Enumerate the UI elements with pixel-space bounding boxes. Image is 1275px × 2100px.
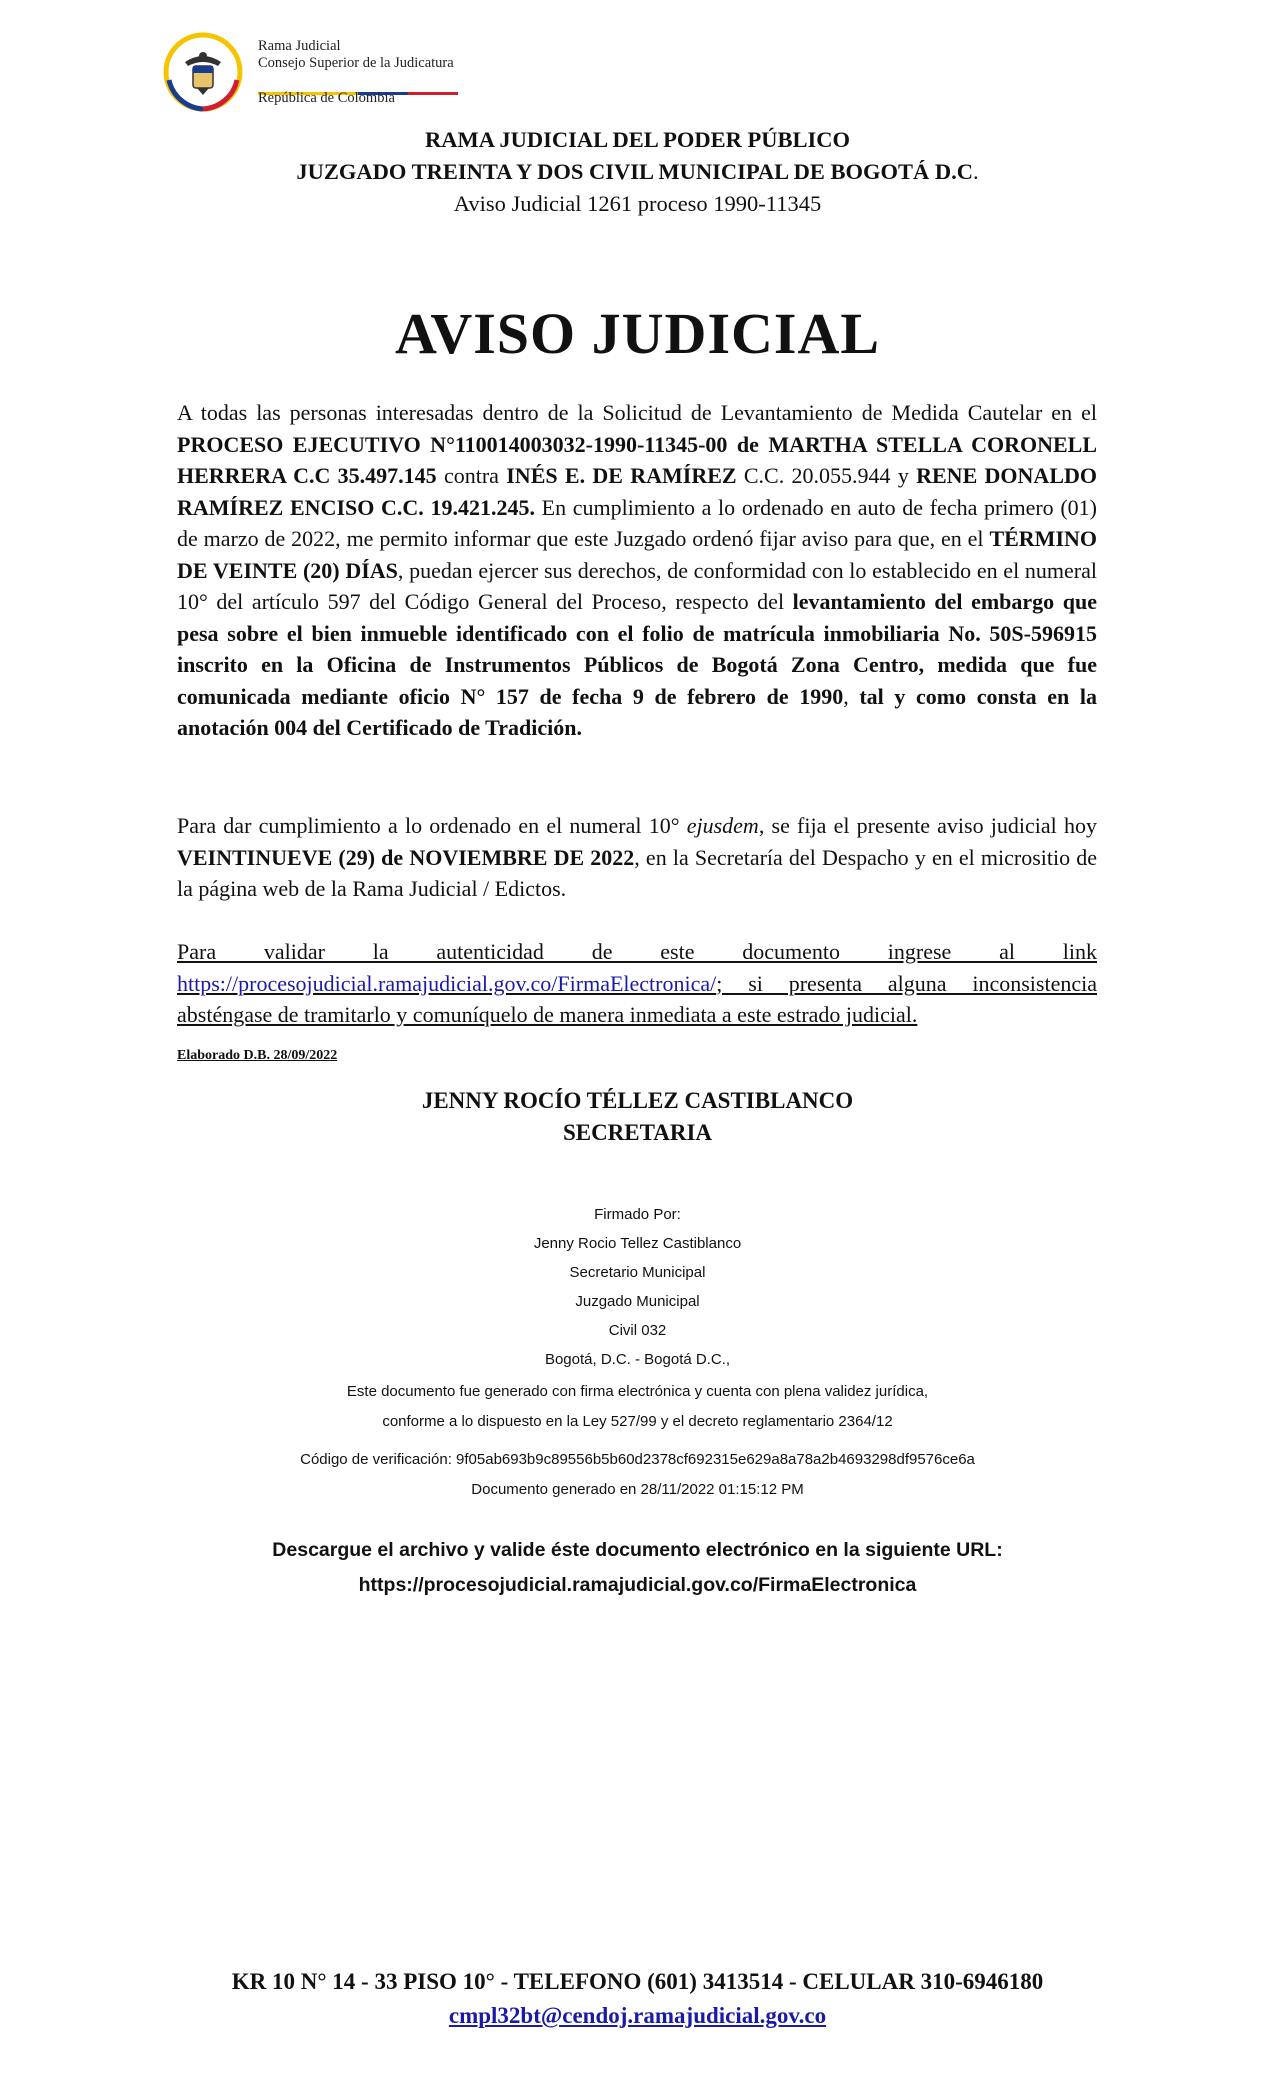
electronic-signature: [0, 1200, 1275, 1374]
logo: [163, 30, 493, 115]
body1-text-5: , puedan ejercer sus derechos, de conformidad con lo establecido en el numeral 10° del artículo 597 del Código General del Proceso, respecto del: [177, 557, 1097, 614]
body1-text-6: ,: [843, 683, 860, 709]
body1-bold-5: levantamiento del embargo que pesa sobre el bien inmueble identificado con el folio de matrícula inmobiliaria No. 50S-596915 inscrito en la Oficina de Instrumentos Públicos de Bogotá Zona Centro, medida que fue comunicada mediante oficio N° 157 de fecha 9 de febrero de 1990: [177, 589, 1097, 709]
body2-text-3: , en la Secretaría del Despacho y en el micrositio de la página web de la Rama Judicial / Edictos.: [177, 844, 1097, 901]
download-url[interactable]: https://procesojudicial.ramajudicial.gov.co/FirmaElectronica: [358, 1574, 917, 1596]
logo-line-2: Consejo Superior de la Judicatura: [258, 55, 454, 71]
logo-stripe: [258, 82, 458, 85]
footer-address: KR 10 N° 14 - 33 PISO 10° - TELEFONO (601) 3413514 - CELULAR 310-6946180: [231, 1969, 1044, 1994]
body3-text-2: ; si presenta alguna inconsistencia absténgase de tramitarlo y comuníquelo de manera inmediata a este estrado judicial.: [177, 970, 1097, 1027]
body1-bold-2: INÉS E. DE RAMÍREZ: [506, 463, 737, 488]
body2-italic-1: ejusdem: [686, 813, 759, 838]
generated-date: Documento generado en 28/11/2022 01:15:12 PM: [471, 1481, 804, 1498]
firma-cargo: Secretario Municipal: [569, 1264, 706, 1281]
legal-line-1: Este documento fue generado con firma electrónica y cuenta con plena validez jurídica,: [346, 1383, 929, 1400]
body2-text-2: , se fija el presente aviso judicial hoy: [758, 813, 1097, 838]
firma-juzgado: Juzgado Municipal: [575, 1293, 700, 1310]
verification-code-line: [0, 1445, 1275, 1475]
legal-line-2: conforme a lo dispuesto en la Ley 527/99 y el decreto reglamentario 2364/12: [382, 1413, 893, 1430]
page-title: AVISO JUDICIAL: [394, 301, 881, 366]
footer-email[interactable]: cmpl32bt@cendoj.ramajudicial.gov.co: [448, 2003, 827, 2028]
coat-of-arms-icon: [163, 32, 243, 112]
firma-name: Jenny Rocio Tellez Castiblanco: [533, 1235, 742, 1252]
body1-text-4: En cumplimiento a lo ordenado en auto de fecha primero (01) de marzo de 2022, me permito informar que este Juzgado ordenó fijar aviso para que, en el: [177, 494, 1097, 551]
firma-label: Firmado Por:: [594, 1206, 681, 1223]
download-notice: [0, 1533, 1275, 1603]
verification-code-label: Código de verificación:: [300, 1451, 457, 1468]
body-paragraph-1: [177, 397, 1097, 744]
body2-bold-1: VEINTINUEVE (29) de NOVIEMBRE DE 2022: [177, 844, 635, 870]
header-line-2-wrap: [0, 156, 1275, 188]
logo-text: [258, 38, 454, 72]
validation-link[interactable]: https://procesojudicial.ramajudicial.gov.co/FirmaElectronica/: [177, 970, 717, 996]
body1-bold-1: PROCESO EJECUTIVO N°110014003032-1990-11345-00 de MARTHA STELLA CORONELL HERRERA C.C 35.497.145: [177, 431, 1097, 488]
verification-block: [0, 1445, 1275, 1505]
body1-text-1: A todas las personas interesadas dentro de la Solicitud de Levantamiento de Medida Cautelar en el: [177, 400, 1097, 425]
firma-ciudad: Bogotá, D.C. - Bogotá D.C.,: [544, 1351, 731, 1368]
body1-text-3: C.C. 20.055.944 y: [736, 463, 917, 488]
download-line-1: Descargue el archivo y valide éste documento electrónico en la siguiente URL:: [272, 1539, 1003, 1561]
elaborado-note: Elaborado D.B. 28/09/2022: [177, 1048, 338, 1063]
header-line-1: RAMA JUDICIAL DEL PODER PÚBLICO: [424, 127, 851, 152]
logo-line-3: República de Colombia: [258, 90, 395, 106]
body1-bold-3: RENE DONALDO RAMÍREZ ENCISO C.C. 19.421.245.: [177, 463, 1097, 520]
signer-name: JENNY ROCÍO TÉLLEZ CASTIBLANCO: [421, 1088, 854, 1113]
header: [0, 124, 1275, 220]
footer: [0, 1965, 1275, 2033]
header-line-2: JUZGADO TREINTA Y DOS CIVIL MUNICIPAL DE BOGOTÁ D.C: [296, 159, 973, 184]
legal-notice: [0, 1377, 1275, 1437]
header-line-3: Aviso Judicial 1261 proceso 1990-11345: [453, 191, 822, 216]
body2-text-1: Para dar cumplimiento a lo ordenado en el numeral 10°: [177, 813, 687, 838]
body-paragraph-2: [177, 810, 1097, 905]
firma-civil: Civil 032: [608, 1322, 667, 1339]
body1-bold-6: tal y como consta en la anotación 004 del Certificado de Tradición.: [177, 683, 1098, 740]
logo-line-1: Rama Judicial: [258, 38, 341, 54]
signer-role: SECRETARIA: [562, 1120, 713, 1145]
body1-bold-4: TÉRMINO DE VEINTE (20) DÍAS: [177, 526, 1097, 583]
header-line-2-end: .: [972, 159, 979, 184]
signature-block: [0, 1085, 1275, 1149]
verification-code: 9f05ab693b9c89556b5b60d2378cf692315e629a8a78a2b4693298df9576ce6a: [456, 1451, 975, 1468]
body3-text-1: Para validar la autenticidad de este documento ingrese al link: [177, 939, 1097, 964]
body1-text-2: contra: [436, 463, 507, 488]
body-paragraph-3: [177, 936, 1097, 1031]
